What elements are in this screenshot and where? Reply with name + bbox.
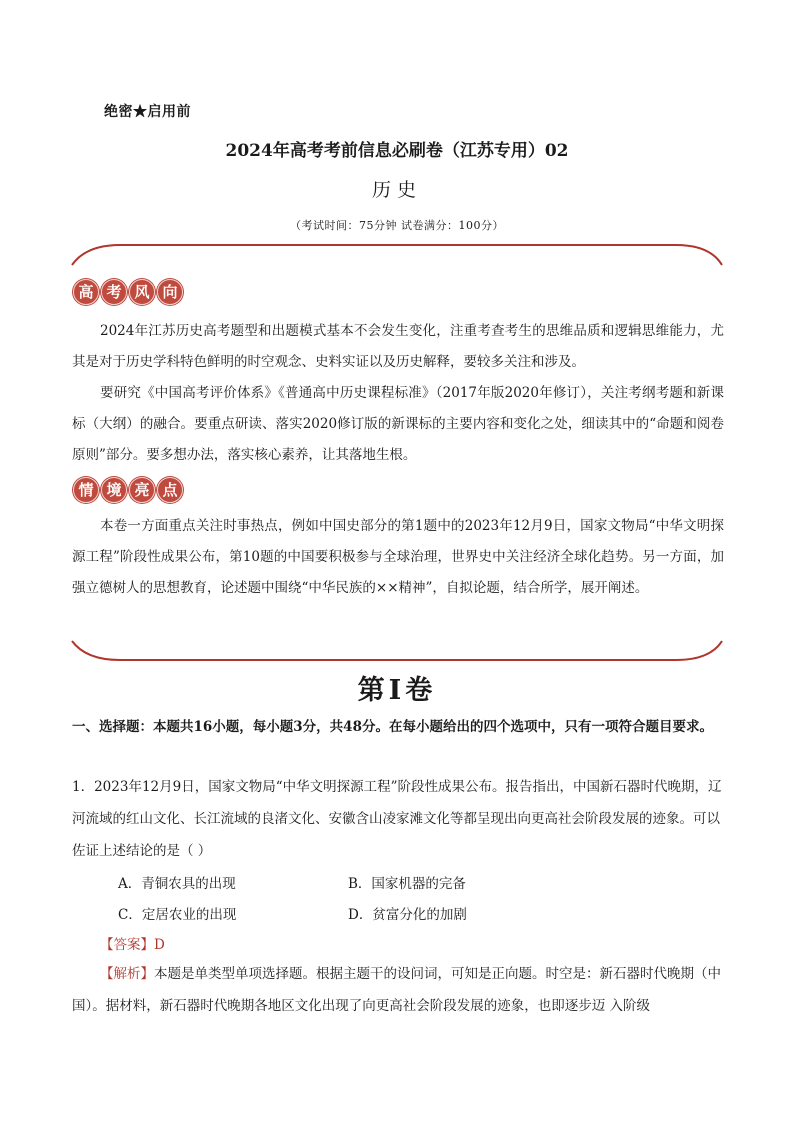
question-1-stem [72, 771, 722, 867]
subject-title: 历史 [371, 179, 422, 201]
badge-char: 亮 [129, 477, 155, 503]
answer-value: D [154, 937, 165, 953]
trend-paragraph-1: 2024年江苏历史高考题型和出题模式基本不会发生变化，注重考查考生的思维品质和逻辑思维能力，尤其是对于历史学科特色鲜明的时空观念、史料实证以及历史解释，要较多关注和涉及。 [72, 323, 724, 370]
answer-tag: 【答案】 [100, 937, 154, 953]
exam-title: 2024年高考考前信息必刷卷（江苏专用）02 [225, 141, 569, 161]
badge-char: 境 [101, 477, 127, 503]
part-title: 第I卷 [357, 675, 437, 706]
highlights-paragraph: 本卷一方面重点关注时事热点，例如中国史部分的第1题中的2023年12月9日，国家文物局“中华文明探源工程”阶段性成果公布，第10题的中国要积极参与全球治理，世界史中关注经济全球化趋势。另一方面，加强立德树人的思想教育，论述题中围绕“中华民族的××精神”，自拟论题，结合所学，展开阐述。 [72, 518, 724, 596]
badge-char: 考 [101, 279, 127, 305]
trend-paragraph-2: 要研究《中国高考评价体系》《普通高中历史课程标准》（2017年版2020年修订），关注考纲考题和新课标（大纲）的融合。要重点研读、落实2020修订版的新课标的主要内容和变化之处，细读其中的“命题和阅卷原则”部分。要多想办法，落实核心素养，让其落地生根。 [72, 385, 724, 463]
badge-char: 风 [129, 279, 155, 305]
analysis-paragraph [72, 958, 724, 1022]
option-b: B．国家机器的完备 [348, 876, 466, 892]
badge-exam-trend [73, 279, 183, 306]
option-c: C．定居农业的出现 [118, 907, 237, 923]
badge-char: 点 [157, 477, 183, 503]
exam-info: （考试时间：75分钟 试卷满分：100分） [290, 219, 504, 232]
confidential-label: 绝密★启用前 [104, 104, 191, 120]
section-instructions: 一、选择题：本题共16小题，每小题3分，共48分。在每小题给出的四个选项中，只有一项符合题目要求。 [72, 719, 713, 735]
option-d: D．贫富分化的加剧 [348, 907, 467, 923]
analysis-tag: 【解析】 [100, 966, 154, 982]
question-text: 2023年12月9日，国家文物局“中华文明探源工程”阶段性成果公布。报告指出，中国新石器时代晚期，辽河流域的红山文化、长江流域的良渚文化、安徽含山凌家滩文化等都呈现出向更高社会阶段发展的迹象。可以佐证上述结论的是（ ） [72, 779, 722, 859]
answer-line [100, 933, 165, 953]
badge-char: 向 [157, 279, 183, 305]
badge-char: 情 [73, 477, 99, 503]
badge-char: 高 [73, 279, 99, 305]
badge-highlights [73, 477, 183, 504]
option-a: A．青铜农具的出现 [118, 876, 236, 892]
analysis-text: 本题是单类型单项选择题。根据主题干的设问词，可知是正向题。时空是：新石器时代晚期（中国）。据材料，新石器时代晚期各地区文化出现了向更高社会阶段发展的迹象，也即逐步迈 入阶级 [72, 966, 721, 1014]
question-number: 1． [72, 779, 95, 795]
